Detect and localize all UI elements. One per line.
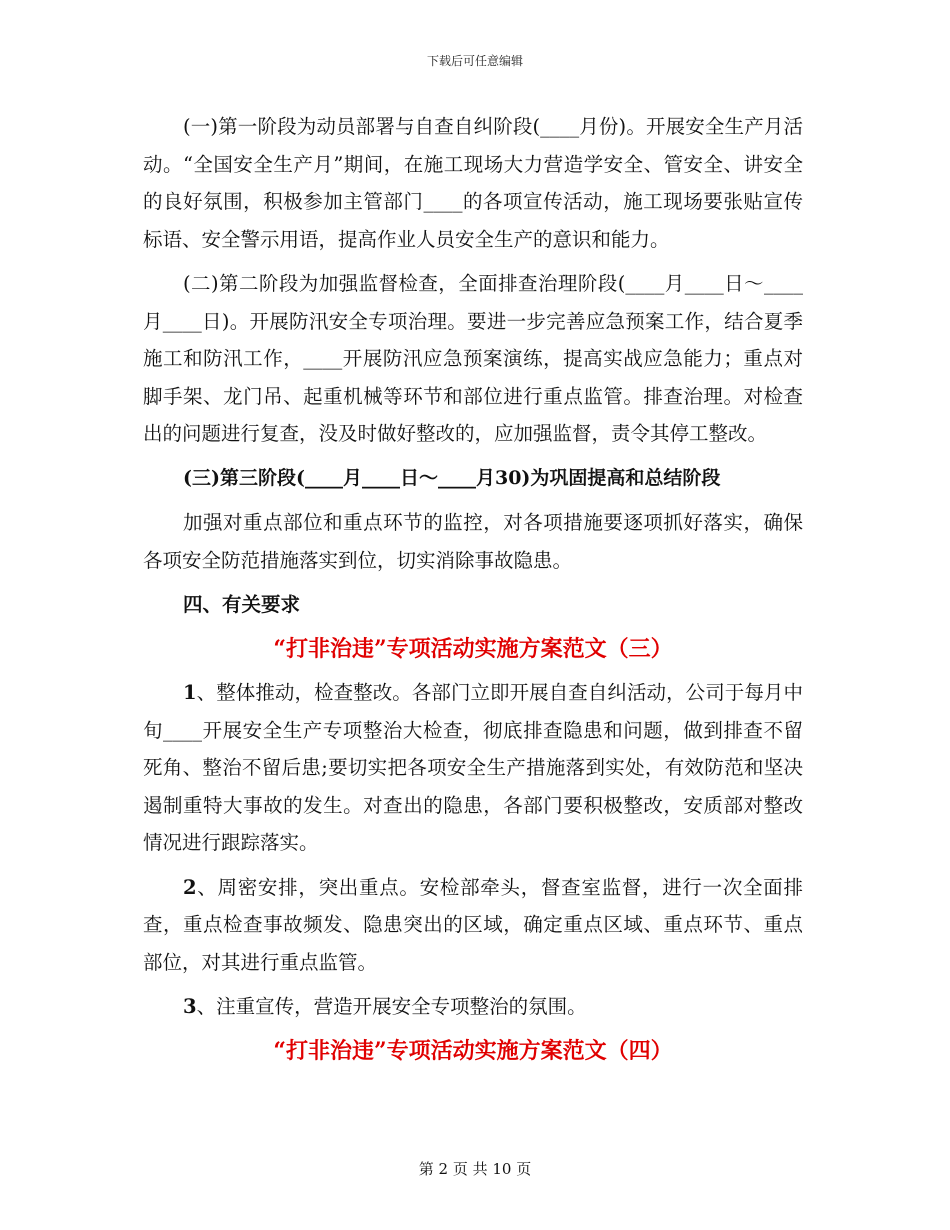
item-number: 2 (183, 875, 197, 899)
section-title-four: “打非治违”专项活动实施方案范文（四） (273, 1037, 673, 1064)
item-text: 、注重宣传，营造开展安全专项整治的氛围。 (196, 995, 587, 1018)
item-text: 、整体推动，检查整改。各部门立即开展自查自纠活动，公司于每月中旬____开展安全生产专项整治大检查，彻底排查隐患和问题，做到排查不留死角、整治不留后患;要切实把各项安全生产措施落到实处，有效防范和坚决遏制重特大事故的发生。对查出的隐患，各部门要积极整改，安质部对整改情况进行跟踪落实。 (143, 681, 803, 854)
paragraph-phase-three-title: (三)第三阶段(____月____日～____月30)为巩固提高和总结阶段 (183, 466, 721, 489)
paragraph-item-2 (143, 869, 803, 982)
item-text: 、周密安排，突出重点。安检部牵头，督查室监督，进行一次全面排查，重点检查事故频发、隐患突出的区域，确定重点区域、重点环节、重点部位，对其进行重点监管。 (143, 875, 803, 974)
document-body (143, 108, 803, 1076)
section-heading-requirements: 四、有关要求 (183, 593, 301, 616)
page-header: 下载后可任意编辑 (426, 54, 523, 68)
section-title-three: “打非治违”专项活动实施方案范文（三） (273, 635, 673, 662)
paragraph-item-3 (143, 988, 803, 1026)
paragraph-phase-three-body: 加强对重点部位和重点环节的监控，对各项措施要逐项抓好落实，确保各项安全防范措施落实到位，切实消除事故隐患。 (143, 511, 803, 572)
page-footer: 第 2 页 共 10 页 (418, 1160, 532, 1178)
paragraph-item-1 (143, 674, 803, 862)
item-number: 1 (183, 681, 197, 704)
paragraph-phase-one: (一)第一阶段为动员部署与自查自纠阶段(____月份)。开展安全生产月活动。“全国安全生产月”期间，在施工现场大力营造学安全、管安全、讲安全的良好氛围，积极参加主管部门____的各项宣传活动，施工现场要张贴宣传标语、安全警示用语，提高作业人员安全生产的意识和能力。 (143, 115, 803, 251)
paragraph-phase-two: (二)第二阶段为加强监督检查，全面排查治理阶段(____月____日～____月____日)。开展防汛安全专项治理。要进一步完善应急预案工作，结合夏季施工和防汛工作，____开展防汛应急预案演练，提高实战应急能力；重点对脚手架、龙门吊、起重机械等环节和部位进行重点监管。排查治理。对检查出的问题进行复查，没及时做好整改的，应加强监督，责令其停工整改。 (143, 272, 803, 445)
item-number: 3 (183, 995, 197, 1018)
